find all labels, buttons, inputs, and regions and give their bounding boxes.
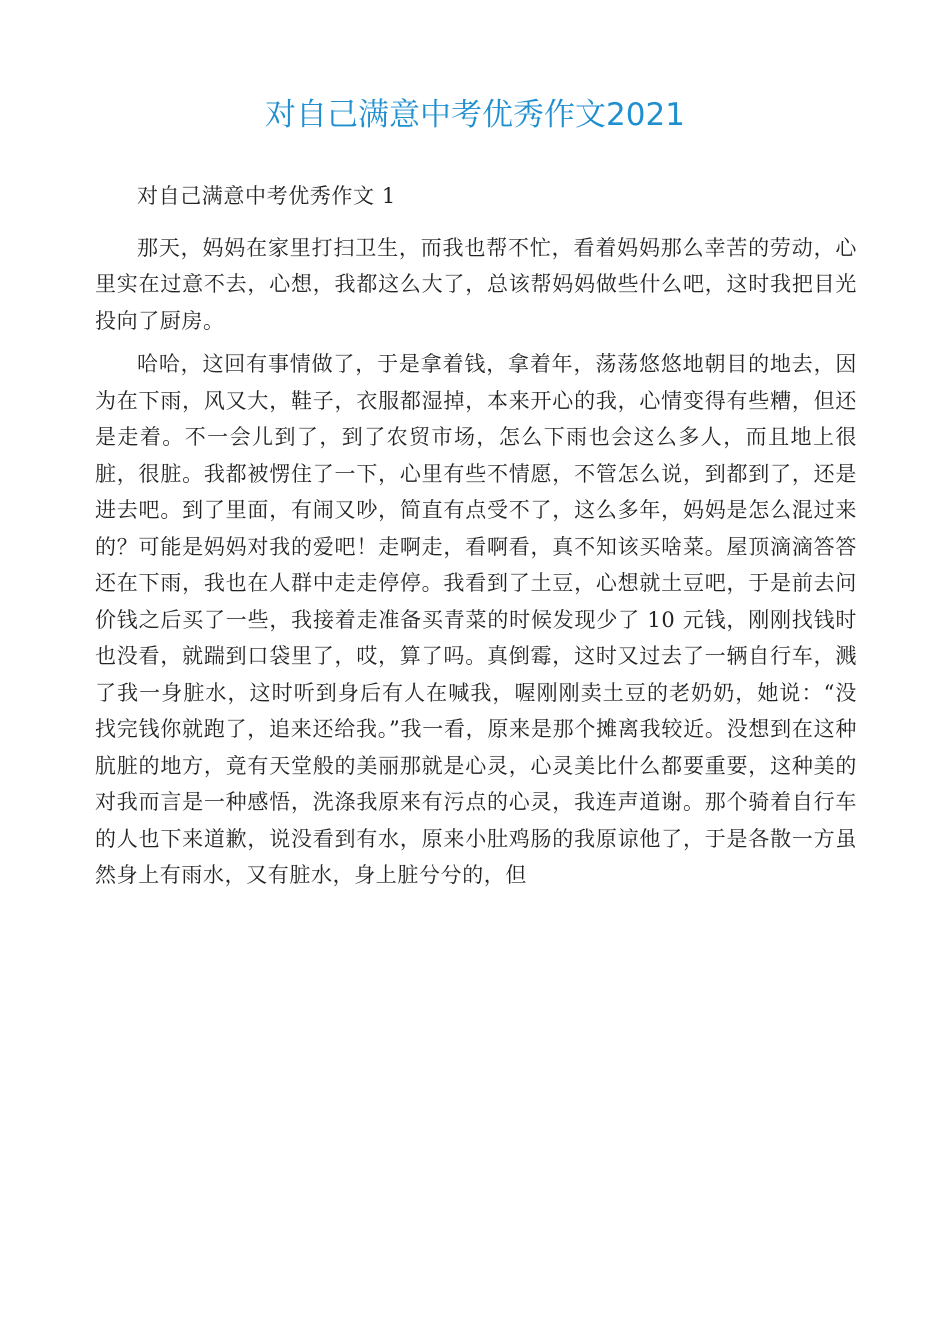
document-title: 对自己满意中考优秀作文2021 xyxy=(265,97,685,133)
section-heading: 对自己满意中考优秀作文 1 xyxy=(137,184,396,208)
paragraph-2: 哈哈，这回有事情做了，于是拿着钱，拿着年，荡荡悠悠地朝目的地去，因为在下雨，风又大，鞋子，衣服都湿掉，本来开心的我，心情变得有些糟，但还是走着。不一会儿到了，到了农贸市场，怎么下雨也会这么多人，而且地上很脏，很脏。我都被愣住了一下，心里有些不情愿，不管怎么说，到都到了，还是进去吧。到了里面，有闹又吵，简直有点受不了，这么多年，妈妈是怎么混过来的？可能是妈妈对我的爱吧！走啊走，看啊看，真不知该买啥菜。屋顶滴滴答答还在下雨，我也在人群中走走停停。我看到了土豆，心想就土豆吧，于是前去问价钱之后买了一些，我接着走准备买青菜的时候发现少了 10 元钱，刚刚找钱时也没看，就踹到口袋里了，哎，算了吗。真倒霉，这时又过去了一辆自行车，溅了我一身脏水，这时听到身后有人在喊我，喔刚刚卖土豆的老奶奶，她说：“没找完钱你就跑了，追来还给我。”我一看，原来是那个摊离我较近。没想到在这种肮脏的地方，竟有天堂般的美丽那就是心灵，心灵美比什么都要重要，这种美的对我而言是一种感悟，洗涤我原来有污点的心灵，我连声道谢。那个骑着自行车的人也下来道歉，说没看到有水，原来小肚鸡肠的我原谅他了，于是各散一方虽然身上有雨水，又有脏水，身上脏兮兮的，但 xyxy=(95,352,857,887)
document-body xyxy=(95,178,857,901)
paragraph-1: 那天，妈妈在家里打扫卫生，而我也帮不忙，看着妈妈那么幸苦的劳动，心里实在过意不去，心想，我都这么大了，总该帮妈妈做些什么吧，这时我把目光投向了厨房。 xyxy=(95,235,857,333)
